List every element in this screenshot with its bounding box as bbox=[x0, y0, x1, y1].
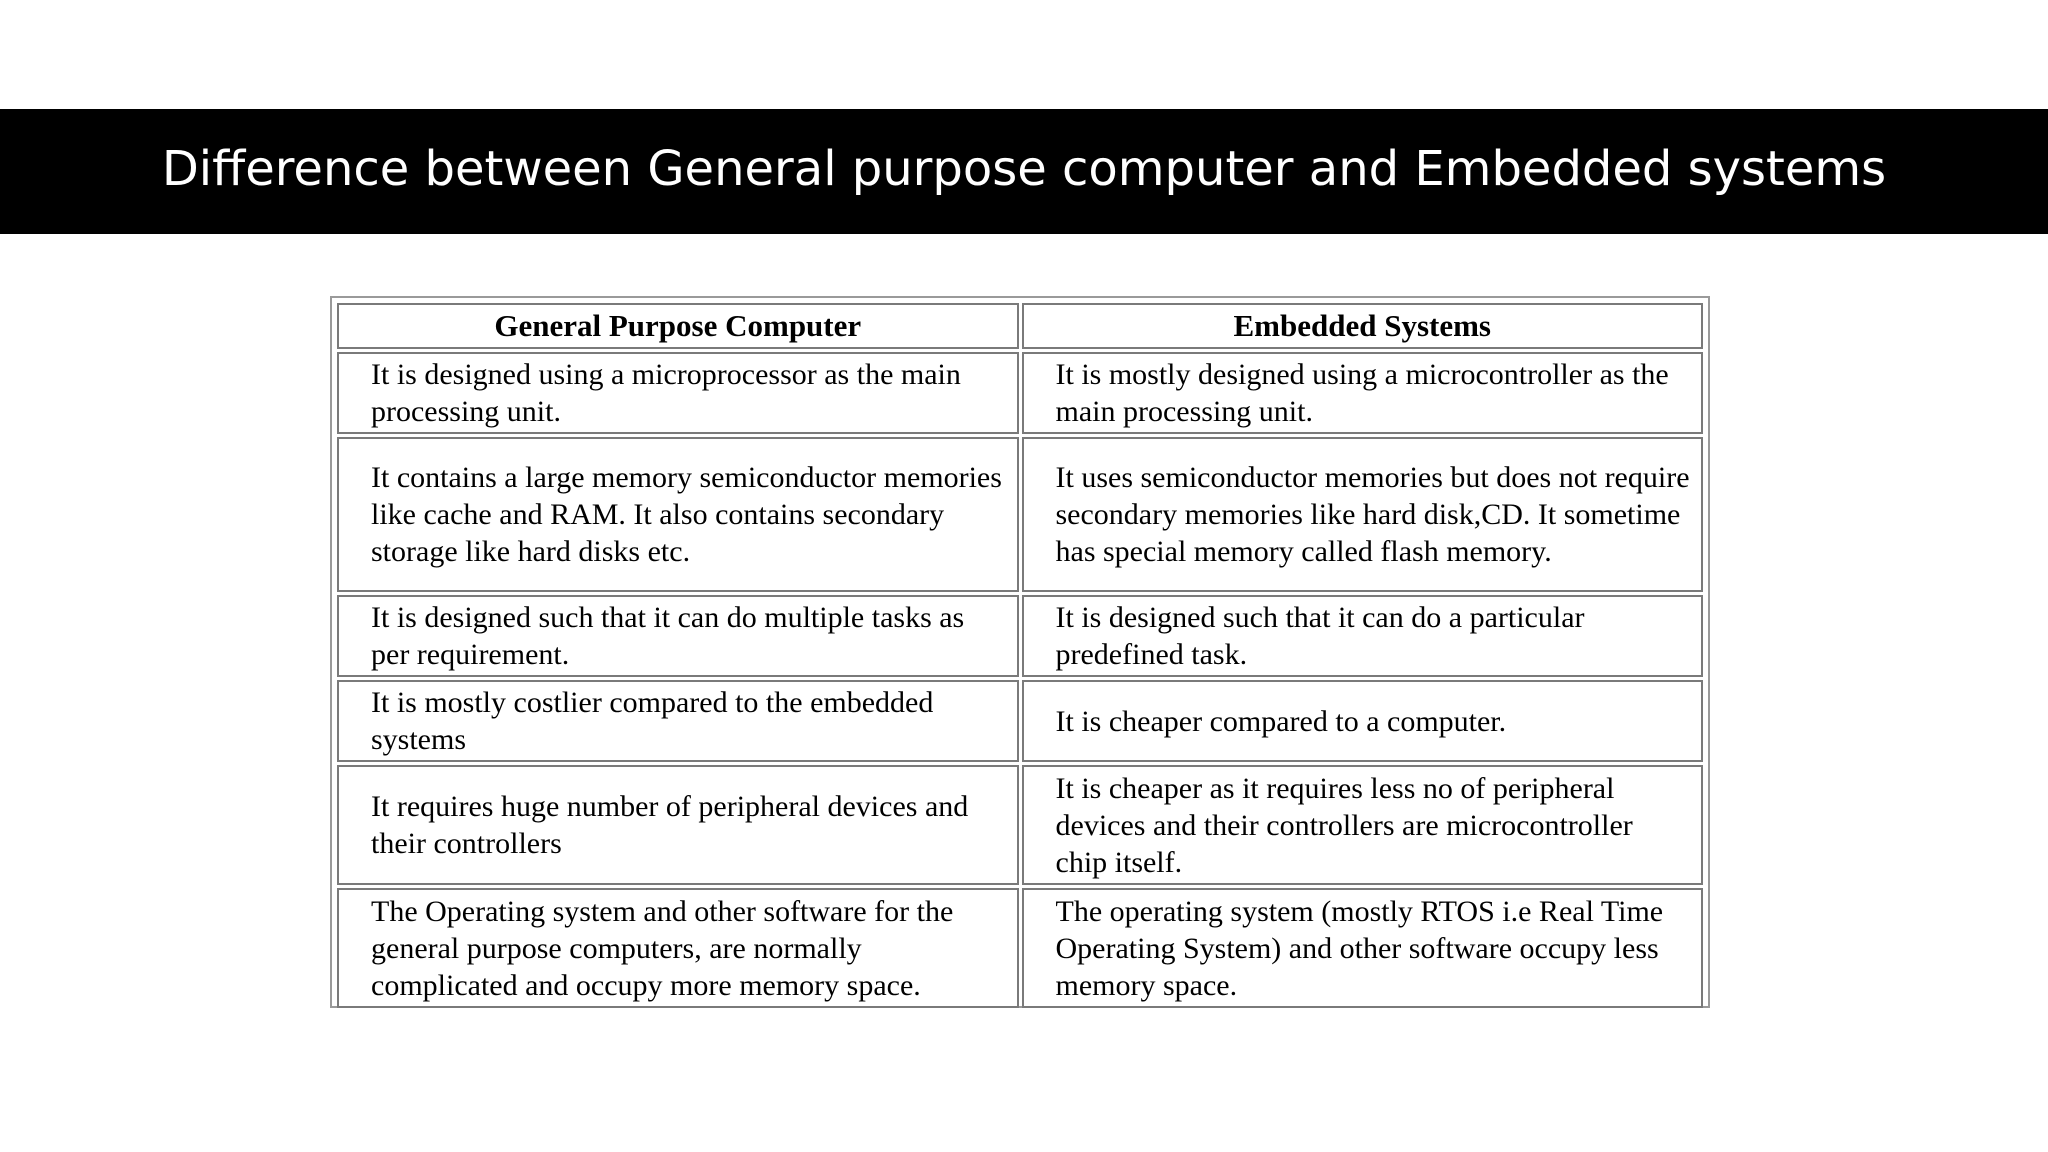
table-header-row bbox=[337, 303, 1703, 349]
cell-es: It is designed such that it can do a particular predefined task. bbox=[1022, 595, 1704, 677]
slide-title: Difference between General purpose computer and Embedded systems bbox=[161, 140, 1887, 197]
comparison-table-frame bbox=[330, 296, 1710, 1008]
cell-es: It is cheaper compared to a computer. bbox=[1022, 680, 1704, 762]
table-row bbox=[337, 765, 1703, 885]
slide-title-bar bbox=[0, 109, 2048, 234]
cell-es: The operating system (mostly RTOS i.e Real Time Operating System) and other software occupy less memory space. bbox=[1022, 888, 1704, 1008]
cell-es: It is mostly designed using a microcontroller as the main processing unit. bbox=[1022, 352, 1704, 434]
table-row bbox=[337, 888, 1703, 1008]
header-general-purpose-computer: General Purpose Computer bbox=[337, 303, 1019, 349]
cell-gpc: It requires huge number of peripheral devices and their controllers bbox=[337, 765, 1019, 885]
header-embedded-systems: Embedded Systems bbox=[1022, 303, 1704, 349]
table-row bbox=[337, 437, 1703, 592]
cell-gpc: The Operating system and other software for the general purpose computers, are normally complicated and occupy more memory space. bbox=[337, 888, 1019, 1008]
cell-gpc: It is mostly costlier compared to the embedded systems bbox=[337, 680, 1019, 762]
table-row bbox=[337, 680, 1703, 762]
table-row bbox=[337, 352, 1703, 434]
cell-es: It is cheaper as it requires less no of peripheral devices and their controllers are microcontroller chip itself. bbox=[1022, 765, 1704, 885]
cell-gpc: It is designed such that it can do multiple tasks as per requirement. bbox=[337, 595, 1019, 677]
cell-gpc: It is designed using a microprocessor as the main processing unit. bbox=[337, 352, 1019, 434]
comparison-table bbox=[334, 300, 1706, 1011]
cell-es: It uses semiconductor memories but does not require secondary memories like hard disk,CD. It sometime has special memory called flash memory. bbox=[1022, 437, 1704, 592]
cell-gpc: It contains a large memory semiconductor memories like cache and RAM. It also contains secondary storage like hard disks etc. bbox=[337, 437, 1019, 592]
table-row bbox=[337, 595, 1703, 677]
